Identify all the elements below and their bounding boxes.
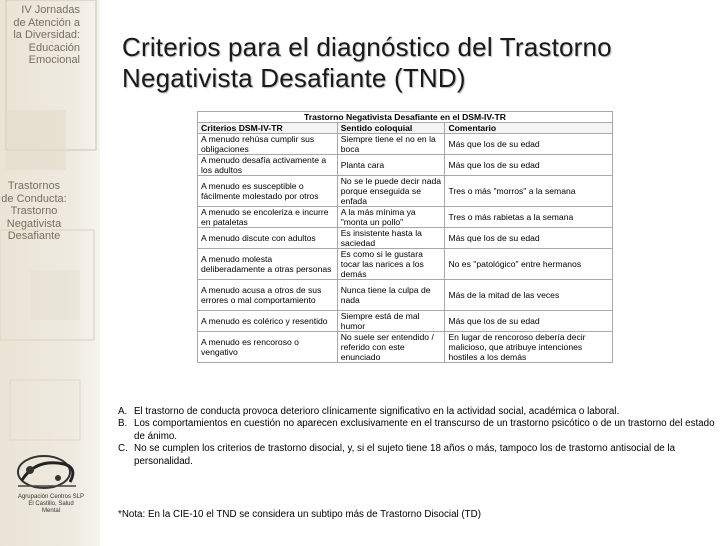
slide-title: Criterios para el diagnóstico del Trastorno Negativista Desafiante (TND): [122, 32, 612, 93]
table-cell: Más de la mitad de las veces: [445, 280, 613, 311]
note-text: Los comportamientos en cuestión no aparecen exclusivamente en el transcurso de un trastorno psicótico o de un trastorno del estado de ánimo.: [134, 418, 715, 442]
table-cell: Siempre está de mal humor: [337, 311, 445, 332]
table-cell: A menudo se encoleriza e incurre en pataletas: [198, 207, 338, 228]
table-row: [198, 176, 613, 207]
table-cell: A menudo es rencoroso o vengativo: [198, 332, 338, 363]
table-cell: Más que los de su edad: [445, 228, 613, 249]
list-item: [118, 443, 718, 468]
sidebar-decoration: [0, 0, 100, 546]
column-header-colloquial: Sentido coloquial: [337, 123, 445, 134]
table-row: [198, 332, 613, 363]
note-label: C.: [118, 443, 128, 455]
table-row: [198, 134, 613, 155]
table-cell: A menudo es colérico y resentido: [198, 311, 338, 332]
table-cell: Más que los de su edad: [445, 155, 613, 176]
table-cell: A menudo es susceptible o fácilmente molestado por otros: [198, 176, 338, 207]
table-cell: Es como si le gustara tocar las narices a los demás: [337, 249, 445, 280]
table-cell: Siempre tiene el no en la boca: [337, 134, 445, 155]
table-row: [198, 249, 613, 280]
table-caption: Trastorno Negativista Desafiante en el DSM-IV-TR: [198, 112, 613, 123]
sidebar-heading-trastornos: Trastornos de Conducta: Trastorno Negativista Desafiante: [1, 180, 67, 242]
criteria-notes: [118, 406, 718, 468]
logo-caption: Agrupación Centros SLP El Castillo, Salud Mental: [17, 494, 85, 514]
sidebar-heading-jornadas: IV Jornadas de Atención a la Diversidad: Educación Emocional: [13, 4, 80, 66]
table-cell: En lugar de rencoroso debería decir malicioso, que atribuye intenciones hostiles a los demás: [445, 332, 613, 363]
table-cell: A menudo molesta deliberadamente a otras personas: [198, 249, 338, 280]
table-cell: No suele ser entendido / referido con este enunciado: [337, 332, 445, 363]
note-text: No se cumplen los criterios de trastorno disocial, y, si el sujeto tiene 18 años o más, tampoco los de trastorno antisocial de la personalidad.: [134, 443, 676, 467]
table-cell: Nunca tiene la culpa de nada: [337, 280, 445, 311]
list-item: [118, 418, 718, 443]
table-cell: A menudo discute con adultos: [198, 228, 338, 249]
table-cell: Tres o más rabietas a la semana: [445, 207, 613, 228]
table-cell: Planta cara: [337, 155, 445, 176]
table-cell: Es insistente hasta la saciedad: [337, 228, 445, 249]
table-cell: Tres o más "morros" a la semana: [445, 176, 613, 207]
table-cell: Más que los de su edad: [445, 311, 613, 332]
table-cell: No es "patológico" entre hermanos: [445, 249, 613, 280]
table-cell: A menudo desafía activamente a los adultos: [198, 155, 338, 176]
note-text: El trastorno de conducta provoca deterioro clínicamente significativo en la actividad social, académica o laboral.: [134, 406, 620, 417]
table-row: [198, 228, 613, 249]
table-cell: A menudo rehúsa cumplir sus obligaciones: [198, 134, 338, 155]
table-row: [198, 155, 613, 176]
note-label: B.: [118, 418, 128, 430]
table-row: [198, 207, 613, 228]
table-row: [198, 280, 613, 311]
table-cell: A la más mínima ya "monta un pollo": [337, 207, 445, 228]
table-cell: Más que los de su edad: [445, 134, 613, 155]
column-header-criteria: Criterios DSM-IV-TR: [198, 123, 338, 134]
note-label: A.: [118, 406, 128, 417]
table-cell: A menudo acusa a otros de sus errores o mal comportamiento: [198, 280, 338, 311]
dsm-criteria-table: [197, 111, 613, 363]
table-row: [198, 311, 613, 332]
list-item: [118, 406, 718, 418]
column-header-comment: Comentario: [445, 123, 613, 134]
footnote: *Nota: En la CIE-10 el TND se considera un subtipo más de Trastorno Disocial (TD): [118, 509, 482, 520]
table-cell: No se le puede decir nada porque enseguida se enfada: [337, 176, 445, 207]
